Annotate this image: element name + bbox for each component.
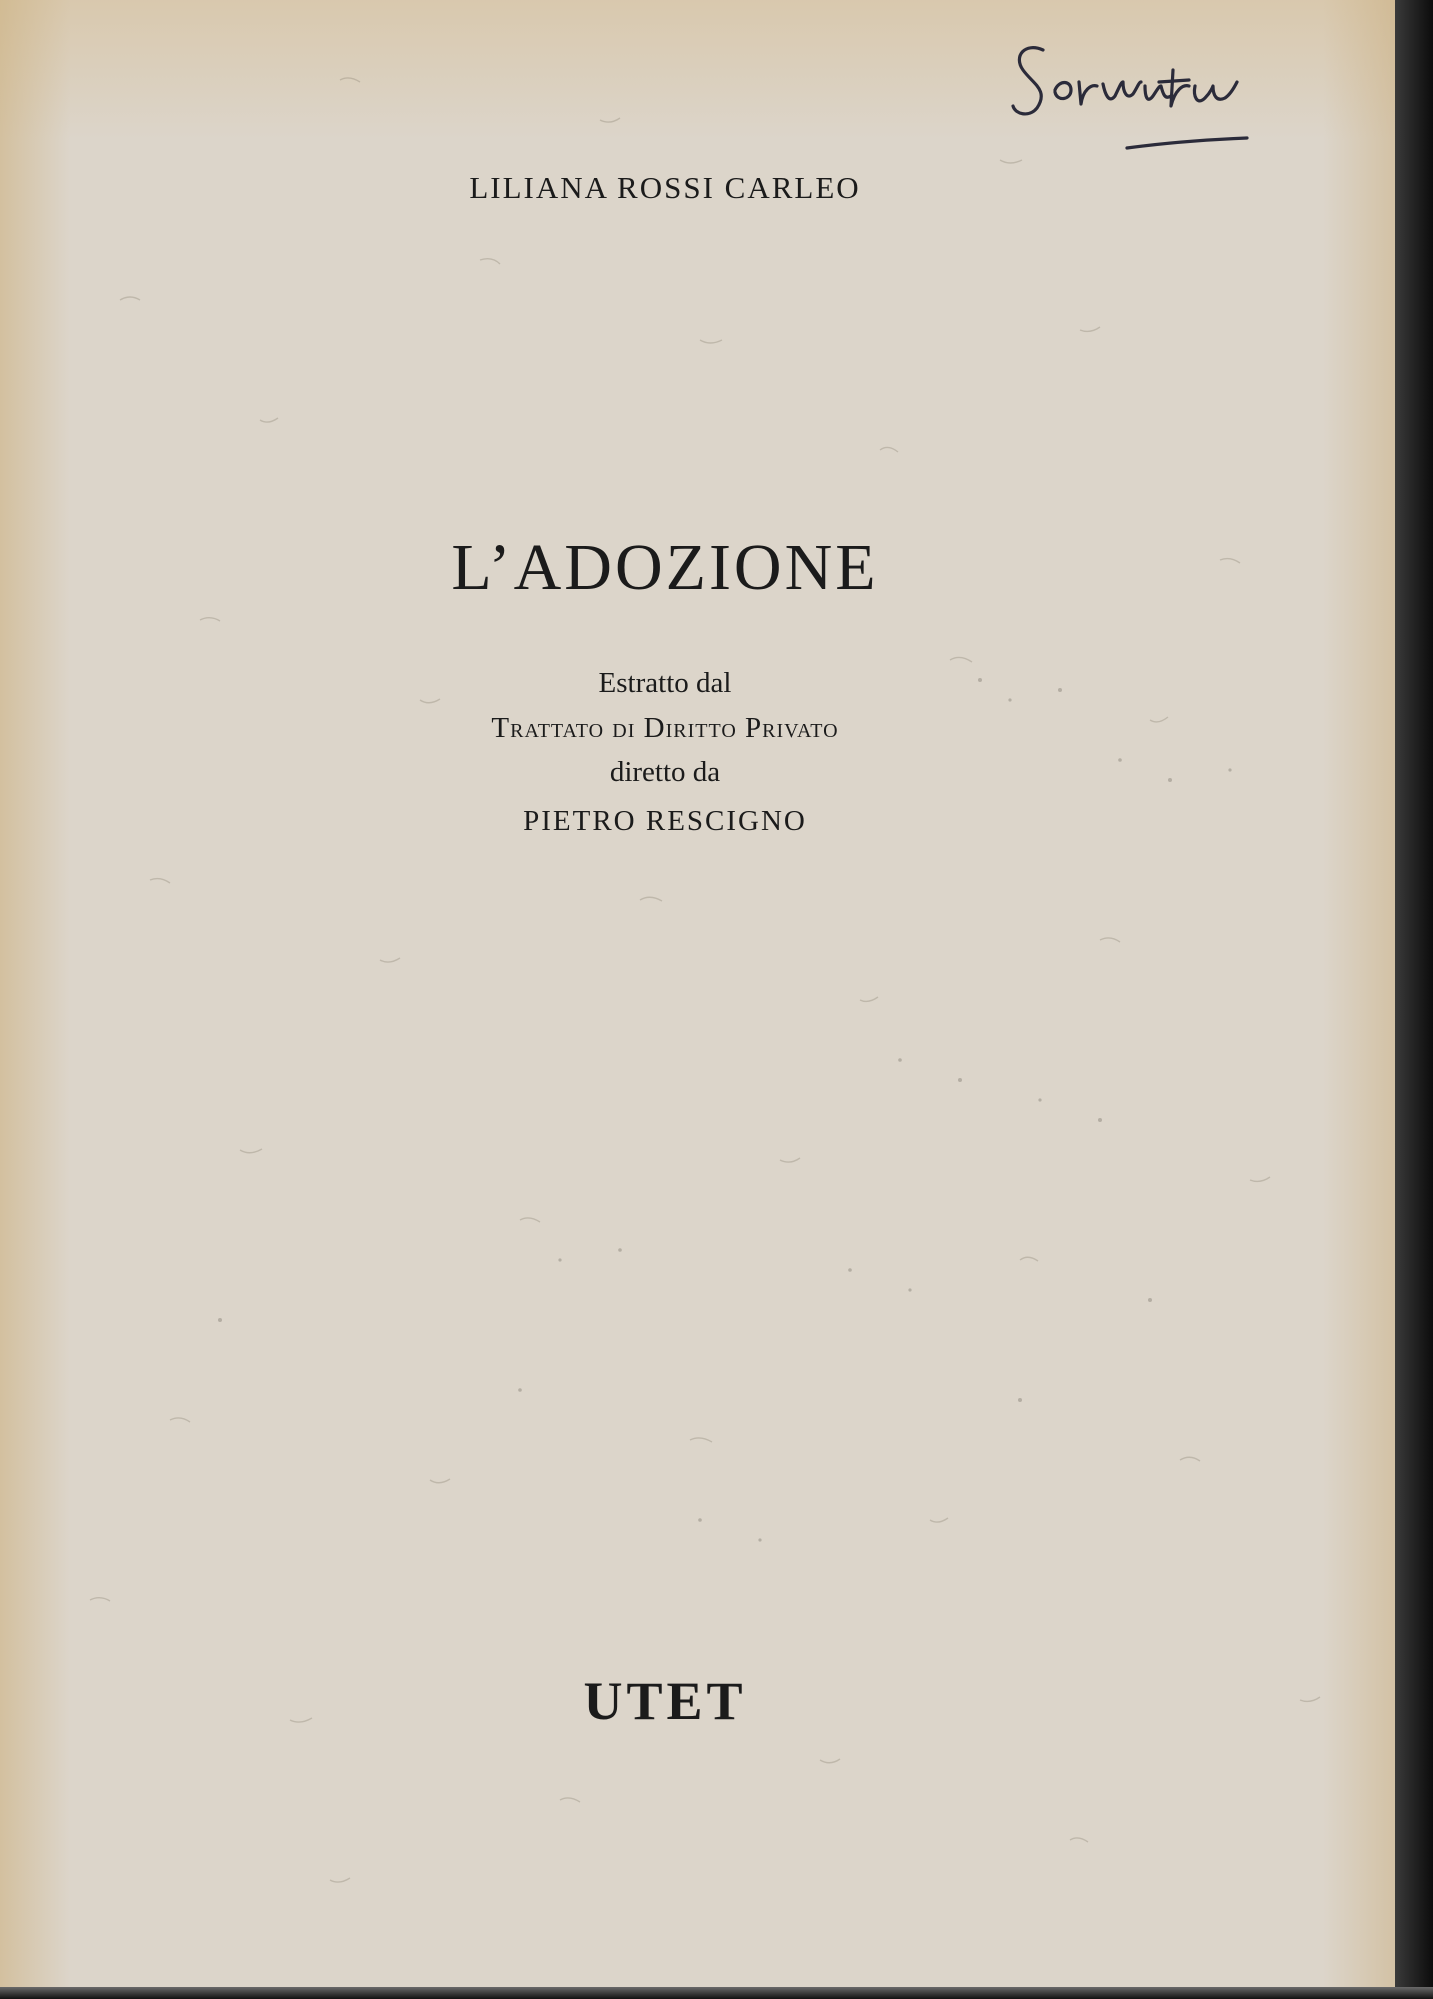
handwritten-signature-icon: [985, 20, 1285, 180]
extract-note: Estratto dal: [598, 667, 732, 699]
page-edge-shadow: [1395, 0, 1433, 1999]
extract-note: diretto da: [609, 756, 721, 788]
book-title: L’ADOZIONE: [451, 531, 879, 604]
series-title: Trattato di Diritto Privato: [491, 712, 839, 744]
page-edge-shadow: [0, 1987, 1433, 1999]
editor-name: PIETRO RESCIGNO: [523, 805, 807, 837]
author-name: LILIANA ROSSI CARLEO: [469, 170, 861, 205]
publisher-name: UTET: [583, 1671, 747, 1731]
